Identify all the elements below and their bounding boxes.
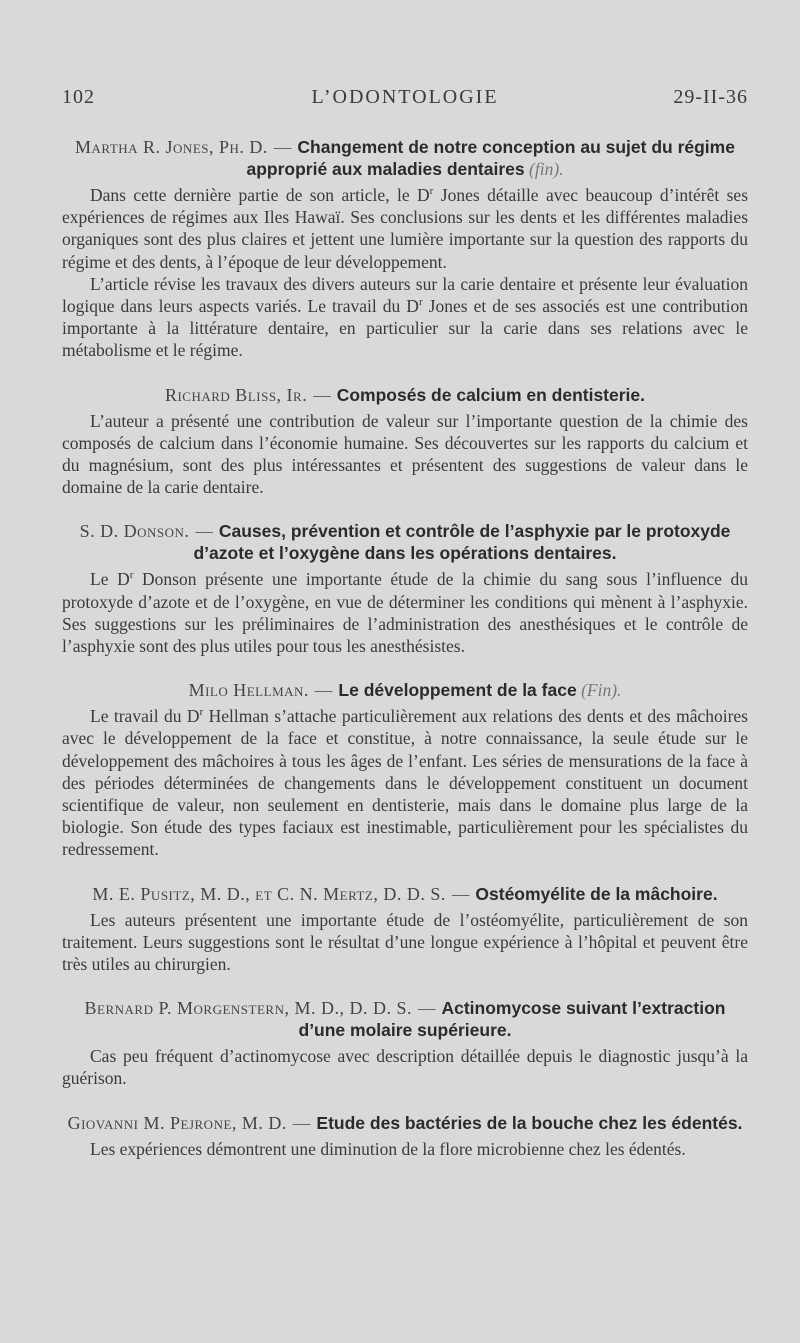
entry-heading	[62, 136, 748, 180]
entry-heading	[62, 384, 748, 406]
entry-author: M. E. Pusitz, M. D., et C. N. Mertz, D. D. S.	[92, 883, 446, 904]
entry-title: Composés de calcium en dentisterie.	[336, 384, 646, 405]
entry-heading	[62, 520, 748, 564]
entry-paragraph: Dans cette dernière partie de son article, le $D^r$ Jones détaille avec beaucoup d’intérêt ses expériences de régimes aux Iles Hawaï. Ses conclusions sur les dents et les différentes maladies organiques sont des plus claires et jettent une lumière importante sur la question des rapports du régime et des dents, à l’époque de leur développement.	[62, 185, 749, 272]
review-entry	[62, 997, 748, 1089]
entry-author: Milo Hellman.	[188, 680, 309, 701]
entry-heading	[62, 679, 748, 701]
entry-suffix: (fin).	[529, 159, 564, 179]
em-dash: —	[195, 521, 213, 542]
review-entry	[62, 520, 748, 657]
running-head	[62, 86, 748, 114]
review-entry	[62, 883, 748, 976]
em-dash: —	[313, 384, 331, 405]
entry-paragraph: Cas peu fréquent d’actinomycose avec description détaillée depuis le diagnostic jusqu’à la guérison.	[62, 1046, 748, 1089]
page-number: 102	[62, 86, 95, 108]
entry-author: S. D. Donson.	[79, 521, 190, 542]
entry-heading	[62, 1112, 748, 1134]
entry-paragraph: Le travail du $D^r$ Hellman s’attache particulièrement aux relations des dents et des mâchoires avec le développement de la face et constitue, à notre connaissance, la seule étude sur le développement des mâchoires à tous les âges de l’enfant. Les séries de mensurations de la face à des périodes déterminées de changements dans le développement constituent un document scientifique de valeur, non seulement en dentisterie, mais dans le domaine plus large de la biologie. Son étude des types faciaux est inestimable, particulièrement pour les spécialistes du redressement.	[62, 706, 748, 860]
em-dash: —	[273, 137, 292, 157]
entry-heading	[62, 997, 748, 1041]
entry-paragraph: L’article révise les travaux des divers auteurs sur la carie dentaire et présente leur évaluation logique dans leurs aspects variés. Le travail du $D^r$ Jones et de ses associés est une contribution importante à la littérature dentaire, en particulier sur la carie dans ses relations avec le métabolisme et le régime.	[62, 273, 748, 361]
em-dash: —	[451, 883, 470, 904]
review-entry	[62, 384, 748, 499]
entry-title: Etude des bactéries de la bouche chez les édentés.	[316, 1112, 743, 1133]
review-entry	[62, 136, 748, 362]
entry-title: Ostéomyélite de la mâchoire.	[475, 883, 718, 904]
em-dash: —	[292, 1112, 311, 1133]
entry-paragraph: Les auteurs présentent une importante étude de l’ostéomyélite, particulièrement de son traitement. Leurs suggestions sont le résultat d’une longue expérience à l’hôpital et peuvent être très utiles au chirurgien.	[62, 909, 748, 975]
entry-author: Bernard P. Morgenstern, M. D., D. D. S.	[84, 998, 412, 1019]
entry-title: Le développement de la face	[338, 680, 577, 701]
entry-title: Changement de notre conception au sujet du régime approprié aux maladies dentaires	[246, 137, 735, 179]
issue-date: 29-II-36	[673, 86, 748, 108]
entry-author: Giovanni M. Pejrone, M. D.	[67, 1112, 287, 1133]
entry-heading	[62, 883, 748, 905]
entry-paragraph: L’auteur a présenté une contribution de valeur sur l’importante question de la chimie des composés de calcium dans l’économie humaine. Ses découvertes sur les rapports du calcium et du magnésium, sont des plus intéressantes et présentent des suggestions de valeur dans le domaine de la carie dentaire.	[62, 410, 748, 498]
entry-paragraph: Les expériences démontrent une diminution de la flore microbienne chez les édentés.	[90, 1138, 686, 1159]
review-entry	[62, 679, 748, 860]
entry-author: Richard Bliss, Ir.	[164, 384, 308, 405]
review-entry	[62, 1112, 748, 1160]
entry-author: Martha R. Jones, Ph. D.	[75, 137, 268, 157]
entry-suffix: (Fin).	[581, 680, 622, 701]
article-list	[62, 136, 748, 1182]
journal-title: L’ODONTOLOGIE	[311, 86, 499, 108]
entry-title: Actinomycose suivant l’extraction d’une molaire supérieure.	[298, 998, 726, 1041]
entry-paragraph: Le $D^r$ Donson présente une importante étude de la chimie du sang sous l’influence du protoxyde d’azote et de l’oxygène, en vue de déterminer les conditions qui mènent à l’asphyxie. Ses suggestions sur les préliminaires de l’administration des anesthésiques et le contrôle de l’asphyxie sont des plus utiles pour tous les anesthésistes.	[62, 569, 749, 657]
em-dash: —	[314, 680, 333, 701]
em-dash: —	[417, 998, 436, 1019]
entry-title: Causes, prévention et contrôle de l’asphyxie par le protoxyde d’azote et l’oxygène dans les opérations dentaires.	[193, 521, 731, 564]
